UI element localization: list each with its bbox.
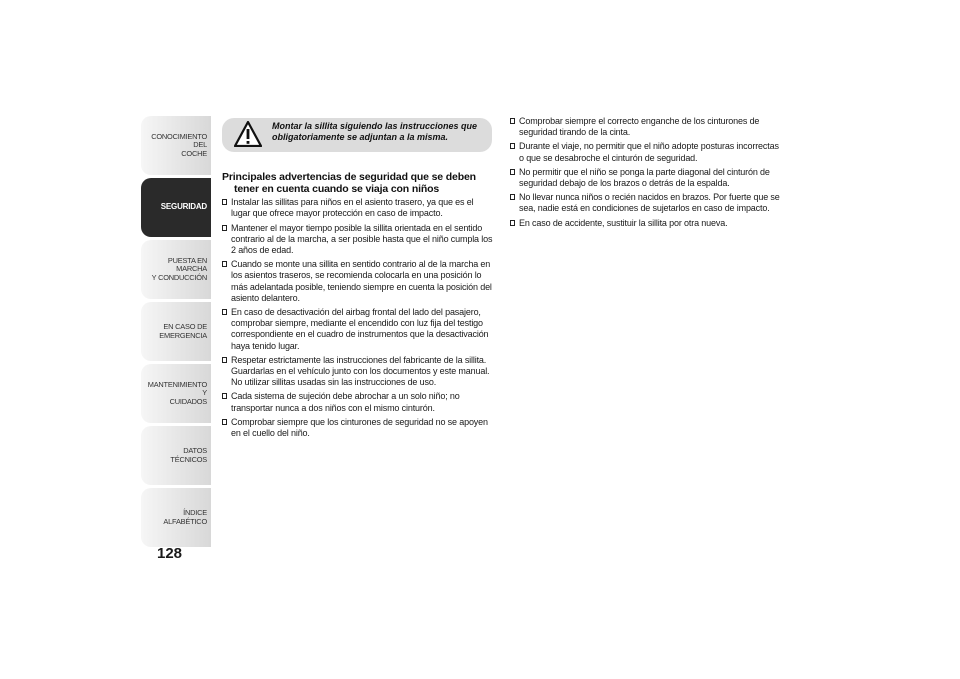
page-number: 128 — [157, 545, 183, 562]
tab-label: MANTENIMIENTO Y CUIDADOS — [147, 379, 207, 406]
left-column — [222, 172, 494, 442]
warning-triangle-icon — [234, 121, 262, 147]
list-item: Durante el viaje, no permitir que el niño adopte posturas incorrectas o que se desabroche el cinturón de seguridad. — [510, 141, 785, 163]
tab-en-caso-de-emergencia[interactable] — [141, 302, 211, 361]
list-item: Mantener el mayor tiempo posible la sillita orientada en el sentido contrario al de la marcha, a ser posible hasta que el niño cumpla los 2 años de edad. — [222, 223, 494, 257]
list-item: Instalar las sillitas para niños en el asiento trasero, ya que es el lugar que ofrece mayor protección en caso de impacto. — [222, 197, 494, 219]
tab-label: EN CASO DE EMERGENCIA — [159, 322, 207, 340]
tab-label: SEGURIDAD — [160, 202, 207, 212]
list-item: En caso de accidente, sustituir la sillita por otra nueva. — [510, 218, 785, 229]
right-column — [510, 116, 785, 232]
list-item: Comprobar siempre que los cinturones de seguridad no se apoyen en el cuello del niño. — [222, 417, 494, 439]
bullet-list-left — [222, 197, 494, 439]
tab-label: PUESTA EN MARCHA Y CONDUCCIÓN — [151, 255, 207, 282]
tab-label: ÍNDICE ALFABÉTICO — [163, 508, 207, 526]
list-item: En caso de desactivación del airbag frontal del lado del pasajero, comprobar siempre, mediante el encendido con luz fija del testigo correspondiente en el cuadro de instrumentos que la desactivación haya tenido lugar. — [222, 307, 494, 352]
tab-mantenimiento[interactable] — [141, 364, 211, 423]
list-item: No permitir que el niño se ponga la parte diagonal del cinturón de seguridad debajo de los brazos o detrás de la espalda. — [510, 167, 785, 189]
chapter-sidebar — [141, 116, 211, 550]
tab-seguridad[interactable] — [141, 178, 211, 237]
tab-indice-alfabetico[interactable] — [141, 488, 211, 547]
section-heading: Principales advertencias de seguridad que se deben tener en cuenta cuando se viaja con niños — [222, 171, 476, 195]
list-item: Respetar estrictamente las instrucciones del fabricante de la sillita. Guardarlas en el vehículo junto con los documentos y este manual. No utilizar sillitas usadas sin las instrucciones de uso. — [222, 355, 494, 389]
tab-conocimiento-del-coche[interactable] — [141, 116, 211, 175]
tab-datos-tecnicos[interactable] — [141, 426, 211, 485]
tab-puesta-en-marcha[interactable] — [141, 240, 211, 299]
tab-label: DATOS TÉCNICOS — [170, 446, 207, 464]
list-item: Cada sistema de sujeción debe abrochar a un solo niño; no transportar nunca a dos niños con el mismo cinturón. — [222, 391, 494, 413]
list-item: Cuando se monte una sillita en sentido contrario al de la marcha en los asientos traseros, se recomienda colocarla en una posición lo más adelantada posible, teniendo siempre en cuenta la posición del asiento delantero. — [222, 259, 494, 304]
bullet-list-right — [510, 116, 785, 229]
list-item: Comprobar siempre el correcto enganche de los cinturones de seguridad tirando de la cinta. — [510, 116, 785, 138]
warning-box — [222, 118, 492, 152]
warning-text: Montar la sillita siguiendo las instrucciones que obligatoriamente se adjuntan a la misma. — [272, 121, 478, 142]
list-item: No llevar nunca niños o recién nacidos en brazos. Por fuerte que se sea, nadie está en condiciones de sujetarlos en caso de impacto. — [510, 192, 785, 214]
tab-label: CONOCIMIENTO DEL COCHE — [151, 131, 207, 158]
